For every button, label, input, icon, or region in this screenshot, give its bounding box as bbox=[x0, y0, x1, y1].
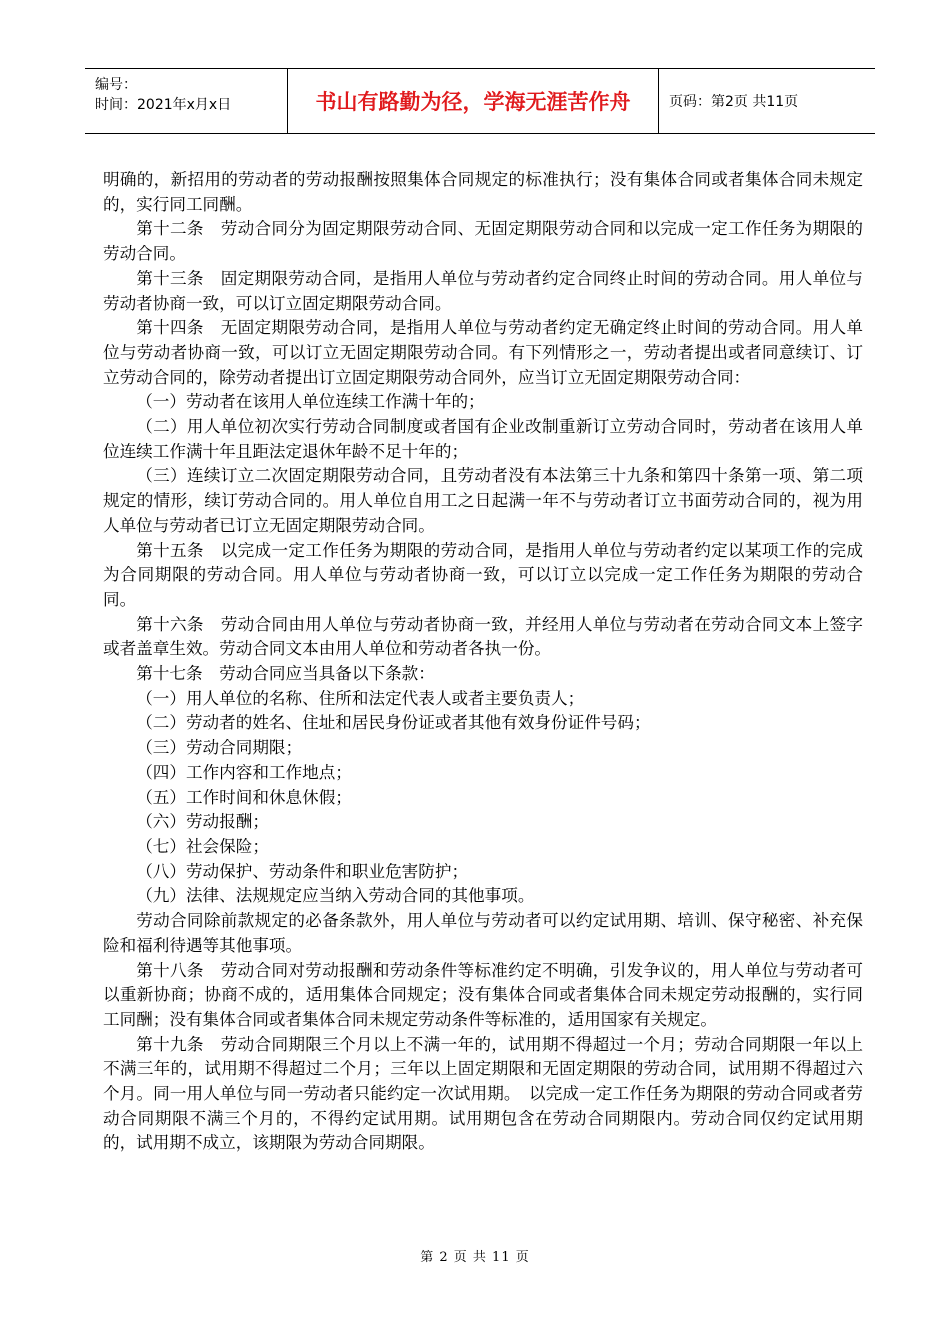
paragraph: 明确的，新招用的劳动者的劳动报酬按照集体合同规定的标准执行；没有集体合同或者集体合同未规定的，实行同工同酬。 bbox=[103, 170, 863, 214]
paragraph: （九）法律、法规规定应当纳入劳动合同的其他事项。 bbox=[136, 886, 535, 906]
header-page-cell bbox=[659, 69, 875, 133]
paragraph: （八）劳动保护、劳动条件和职业危害防护； bbox=[136, 861, 469, 881]
paragraph: （二）劳动者的姓名、住址和居民身份证或者其他有效身份证件号码； bbox=[136, 713, 651, 733]
header-slogan-cell bbox=[287, 69, 659, 133]
paragraph: （四）工作内容和工作地点； bbox=[136, 762, 352, 782]
paragraph: 第十九条 劳动合同期限三个月以上不满一年的，试用期不得超过一个月；劳动合同期限一年以上不满三年的，试用期不得超过二个月；三年以上固定期限和无固定期限的劳动合同，试用期不得超过六个月。同一用人单位与同一劳动者只能约定一次试用期。 以完成一定工作任务为期限的劳动合同或者劳动合同期限不满三个月的，不得约定试用期。试用期包含在劳动合同期限内。劳动合同仅约定试用期的，试用期不成立，该期限为劳动合同期限。 bbox=[103, 1034, 863, 1153]
header-page-label: 页码：第2页 共11页 bbox=[669, 94, 799, 110]
paragraph: 第十八条 劳动合同对劳动报酬和劳动条件等标准约定不明确，引发争议的，用人单位与劳动者可以重新协商；协商不成的，适用集体合同规定；没有集体合同或者集体合同未规定劳动报酬的，实行同工同酬；没有集体合同或者集体合同未规定劳动条件等标准的，适用国家有关规定。 bbox=[103, 960, 863, 1029]
time-label: 时间：2021年x月x日 bbox=[95, 97, 232, 113]
paragraph: 第十二条 劳动合同分为固定期限劳动合同、无固定期限劳动合同和以完成一定工作任务为期限的劳动合同。 bbox=[103, 219, 863, 264]
header-meta bbox=[85, 69, 287, 133]
paragraph: （三）连续订立二次固定期限劳动合同，且劳动者没有本法第三十九条和第四十条第一项、第二项规定的情形，续订劳动合同的。用人单位自用工之日起满一年不与劳动者订立书面劳动合同的，视为用人单位与劳动者已订立无固定期限劳动合同。 bbox=[103, 466, 863, 535]
paragraph: （五）工作时间和休息休假； bbox=[136, 787, 352, 807]
paragraph: 劳动合同除前款规定的必备条款外，用人单位与劳动者可以约定试用期、培训、保守秘密、补充保险和福利待遇等其他事项。 bbox=[103, 911, 863, 955]
paragraph: 第十四条 无固定期限劳动合同，是指用人单位与劳动者约定无确定终止时间的劳动合同。用人单位与劳动者协商一致，可以订立无固定期限劳动合同。有下列情形之一，劳动者提出或者同意续订、订立劳动合同的，除劳动者提出订立固定期限劳动合同外，应当订立无固定期限劳动合同： bbox=[103, 318, 863, 387]
paragraph: （七）社会保险； bbox=[136, 836, 269, 856]
paragraph: （二）用人单位初次实行劳动合同制度或者国有企业改制重新订立劳动合同时，劳动者在该用人单位连续工作满十年且距法定退休年龄不足十年的； bbox=[103, 417, 863, 461]
paragraph: （三）劳动合同期限； bbox=[136, 738, 303, 758]
paragraph: （一）用人单位的名称、住所和法定代表人或者主要负责人； bbox=[136, 688, 585, 708]
paragraph: （六）劳动报酬； bbox=[136, 812, 269, 832]
paragraph: 第十三条 固定期限劳动合同，是指用人单位与劳动者约定合同终止时间的劳动合同。用人单位与劳动者协商一致，可以订立固定期限劳动合同。 bbox=[103, 268, 863, 313]
page-header bbox=[85, 68, 875, 134]
paragraph: 第十六条 劳动合同由用人单位与劳动者协商一致，并经用人单位与劳动者在劳动合同文本上签字或者盖章生效。劳动合同文本由用人单位和劳动者各执一份。 bbox=[103, 614, 863, 659]
paragraph: （一）劳动者在该用人单位连续工作满十年的； bbox=[136, 392, 485, 412]
paragraph: 第十七条 劳动合同应当具备以下条款： bbox=[136, 664, 435, 684]
number-label: 编号： bbox=[95, 77, 137, 93]
header-slogan: 书山有路勤为径，学海无涯苦作舟 bbox=[315, 90, 631, 114]
page-footer: 第 2 页 共 11 页 bbox=[420, 1250, 530, 1265]
document-body bbox=[103, 168, 863, 1156]
paragraph: 第十五条 以完成一定工作任务为期限的劳动合同，是指用人单位与劳动者约定以某项工作的完成为合同期限的劳动合同。用人单位与劳动者协商一致，可以订立以完成一定工作任务为期限的劳动合同。 bbox=[103, 540, 863, 609]
